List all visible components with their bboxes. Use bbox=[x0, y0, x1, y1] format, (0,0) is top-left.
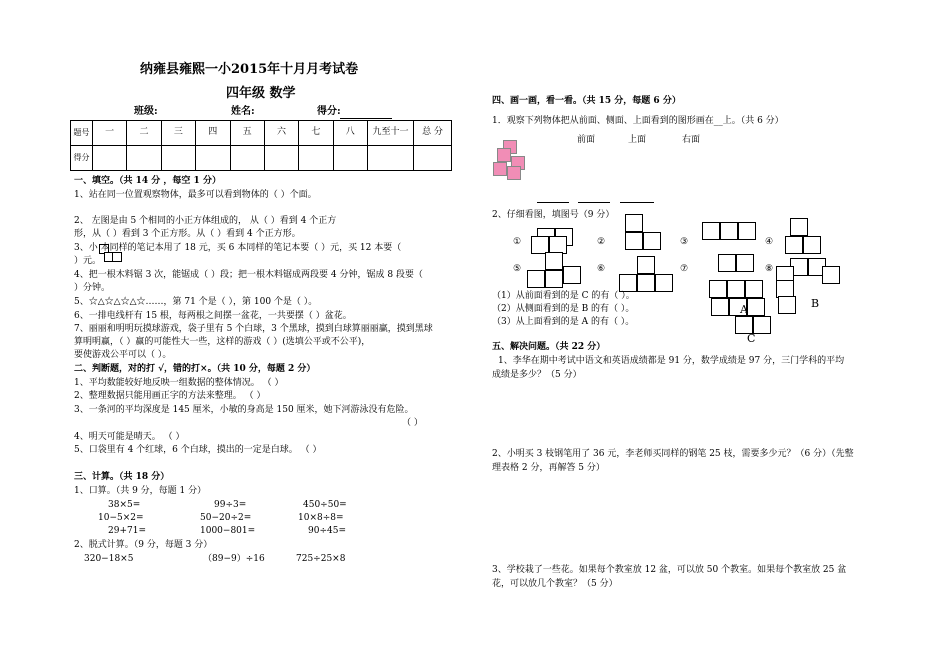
question: 5、☆△☆△☆△☆……，第 71 个是（ ），第 100 个是（ ）。 bbox=[74, 297, 318, 307]
cube-icon bbox=[709, 280, 727, 298]
figure-number: ⑤ bbox=[513, 264, 522, 274]
question: ）分钟。 bbox=[74, 283, 111, 293]
cube-icon bbox=[637, 256, 655, 274]
section-1-title: 一、填空。（共 14 分 ，每空 1 分） bbox=[74, 176, 221, 186]
score-table-col: 七 bbox=[299, 121, 333, 146]
question: 5、口袋里有 4 个红球，6 个白球，摸出的一定是白球。 （ ） bbox=[74, 445, 322, 455]
view-label: 前面 bbox=[577, 135, 596, 145]
question: 1．观察下列物体把从前面、侧面、上面看到的图形画在__上。（共 6 分） bbox=[492, 116, 784, 126]
question: 3、小 本同样的笔记本用了 18 元，买 6 本同样的笔记本要（ ）元，买 12 本要（ bbox=[74, 243, 402, 253]
written-calc: 725÷25×8 bbox=[296, 554, 346, 564]
figure-number: ⑧ bbox=[765, 264, 774, 274]
written-calc: 320−18×5 bbox=[84, 554, 134, 564]
question: 1、站在同一位置观察物体，最多可以看到物体的（ ）个面。 bbox=[74, 190, 317, 200]
question: 1、李华在期中考试中语文和英语成绩都是 91 分，数学成绩是 97 分，三门学科的平均 bbox=[498, 356, 845, 366]
oral-calc: 450÷50= bbox=[303, 500, 347, 510]
score-cell[interactable] bbox=[161, 146, 195, 171]
score-table-col: 三 bbox=[161, 121, 195, 146]
view-square-icon bbox=[747, 298, 765, 316]
question: 4、把一根木料锯 3 次，能锯成（ ）段；把一根木料锯成两段要 4 分钟，锯成 8 段要（ bbox=[74, 270, 423, 280]
subsection: 1、口算。（共 9 分，每题 1 分） bbox=[74, 486, 207, 496]
answer-blank[interactable] bbox=[578, 202, 610, 203]
exam-subtitle: 四年级 数学 bbox=[226, 86, 296, 101]
cube-icon bbox=[745, 280, 763, 298]
cube-icon bbox=[655, 274, 673, 292]
score-cell[interactable] bbox=[264, 146, 298, 171]
figure-number: ⑥ bbox=[597, 264, 606, 274]
figure-number: ④ bbox=[765, 237, 774, 247]
oral-calc: 90÷45= bbox=[308, 526, 346, 536]
cube-icon bbox=[527, 270, 545, 288]
question: 要使游戏公平可以（ ）。 bbox=[74, 350, 172, 360]
cube-icon bbox=[738, 222, 756, 240]
score-table-row-header: 得分 bbox=[71, 146, 93, 171]
score-table-col: 二 bbox=[127, 121, 161, 146]
section-2-title: 二、判断题，对的打 √，错的打×。（共 10 分，每题 2 分） bbox=[74, 364, 316, 374]
oral-calc: 38×5= bbox=[108, 500, 141, 510]
cube-icon bbox=[785, 236, 803, 254]
pink-cube-icon bbox=[507, 166, 521, 180]
oral-calc: 29+71= bbox=[108, 526, 146, 536]
section-4-title: 四、画一画，看一看。（共 15 分，每题 6 分） bbox=[492, 96, 681, 106]
question: 1、平均数能较好地反映一组数据的整体情况。 （ ） bbox=[74, 378, 284, 388]
cube-icon bbox=[545, 252, 563, 270]
section-3-title: 三、计算。（共 18 分） bbox=[74, 472, 170, 482]
question: 3、学校栽了一些花。如果每个教室放 12 盆，可以放 50 个教室。如果每个教室放 25 盆 bbox=[492, 565, 847, 575]
cube-icon bbox=[625, 214, 643, 232]
score-table-col: 六 bbox=[264, 121, 298, 146]
cube-icon bbox=[727, 280, 745, 298]
score-table-row-header: 题号 bbox=[71, 121, 93, 146]
pink-cube-icon bbox=[497, 148, 511, 162]
question: 2、小明买 3 枝钢笔用了 36 元，李老师买同样的钢笔 25 枝，需要多少元？（6 分）（先整 bbox=[492, 449, 854, 459]
cube-icon bbox=[822, 266, 840, 284]
cube-icon bbox=[619, 274, 637, 292]
score-table-col: 一 bbox=[93, 121, 127, 146]
oral-calc: 10×8÷8= bbox=[298, 513, 344, 523]
question: 算明明赢，（ ）赢的可能性大一些，这样的游戏（ ）(选填公平或不公平)， bbox=[74, 337, 371, 347]
section-5-title: 五、解决问题。（共 22 分） bbox=[492, 342, 606, 352]
answer-blank[interactable] bbox=[537, 202, 569, 203]
cube-icon bbox=[790, 218, 808, 236]
score-table-col: 八 bbox=[333, 121, 367, 146]
figure-number: ③ bbox=[680, 237, 689, 247]
view-letter: C bbox=[747, 332, 756, 345]
figure-number: ① bbox=[513, 237, 522, 247]
score-cell[interactable] bbox=[93, 146, 127, 171]
question: 6、一排电线杆有 15 根，每两根之间摆一盆花，一共要摆（ ）盆花。 bbox=[74, 311, 352, 321]
subsection: 2、脱式计算。（9 分，每题 3 分） bbox=[74, 540, 213, 550]
view-square-icon bbox=[753, 316, 771, 334]
cube-icon bbox=[643, 232, 661, 250]
oral-calc: 50−20÷2= bbox=[200, 513, 252, 523]
view-letter: A bbox=[740, 303, 748, 316]
question: （1）从前面看到的是 C 的有（ ）。 bbox=[492, 291, 635, 301]
pink-cube-icon bbox=[493, 162, 507, 176]
figure-number: ② bbox=[597, 237, 606, 247]
answer-blank[interactable] bbox=[620, 202, 654, 203]
score-table-col: 五 bbox=[230, 121, 264, 146]
score-cell[interactable] bbox=[368, 146, 414, 171]
view-square-icon bbox=[711, 298, 729, 316]
score-underline bbox=[340, 118, 392, 119]
view-label: 右面 bbox=[682, 135, 701, 145]
exam-title: 纳雍县雍熙一小2015年十月月考试卷 bbox=[140, 62, 359, 77]
question: 形，从（ ）看到 3 个正方形。从（ ）看到 4 个正方形。 bbox=[74, 229, 301, 239]
cube-icon bbox=[563, 266, 581, 284]
question: 成绩是多少？（5 分） bbox=[492, 370, 582, 380]
question: 花，可以放几个教室？（5 分） bbox=[492, 579, 618, 589]
written-calc: （89−9）÷16 bbox=[203, 554, 265, 564]
figure-number: ⑦ bbox=[680, 264, 689, 274]
oral-calc: 99÷3= bbox=[214, 500, 247, 510]
question: （2）从侧面看到的是 B 的有（ ）。 bbox=[492, 304, 635, 314]
score-cell[interactable] bbox=[333, 146, 367, 171]
score-cell[interactable] bbox=[299, 146, 333, 171]
score-label: 得分: bbox=[317, 106, 341, 117]
score-cell[interactable] bbox=[196, 146, 230, 171]
cube-icon bbox=[803, 236, 821, 254]
cube-icon bbox=[718, 254, 736, 272]
cube-icon bbox=[637, 274, 655, 292]
class-label: 班级: bbox=[134, 106, 158, 117]
question: 2、整理数据只能用画正字的方法来整理。 （ ） bbox=[74, 391, 266, 401]
score-cell[interactable] bbox=[414, 146, 452, 171]
cube-icon bbox=[778, 296, 796, 314]
score-cell[interactable] bbox=[230, 146, 264, 171]
question: （3）从上面看到的是 A 的有（ ）。 bbox=[492, 317, 635, 327]
name-label: 姓名: bbox=[231, 106, 255, 117]
score-table-col: 九至十一 bbox=[368, 121, 414, 146]
question: 理表格 2 分，再解答 5 分） bbox=[492, 463, 605, 473]
view-letter: B bbox=[811, 297, 820, 310]
view-label: 上面 bbox=[628, 135, 647, 145]
oral-calc: 10−5×2= bbox=[98, 513, 144, 523]
question: 7、丽丽和明明玩摸球游戏，袋子里有 5 个白球，3 个黑球，摸到白球算丽丽赢，摸到黑球 bbox=[74, 324, 433, 334]
question: 4、明天可能是晴天。 （ ） bbox=[74, 432, 185, 442]
question: 2、 左图是由 5 个相同的小正方体组成的， 从（ ）看到 4 个正方 bbox=[74, 216, 337, 226]
cube-icon bbox=[545, 270, 563, 288]
score-table bbox=[70, 120, 452, 171]
score-table-col: 总 分 bbox=[414, 121, 452, 146]
score-table-col: 四 bbox=[196, 121, 230, 146]
oral-calc: 1000−801= bbox=[200, 526, 256, 536]
cube-icon bbox=[720, 222, 738, 240]
question: 2、仔细看图，填图号（9 分） bbox=[492, 210, 615, 220]
question: （ ） bbox=[402, 418, 423, 428]
cube-icon bbox=[702, 222, 720, 240]
question: 3、一条河的平均深度是 145 厘米，小敏的身高是 150 厘米，她下河游泳没有危险。 bbox=[74, 405, 414, 415]
question: ）元。 bbox=[74, 256, 102, 266]
score-cell[interactable] bbox=[127, 146, 161, 171]
cube-icon bbox=[625, 232, 643, 250]
cube-icon bbox=[736, 254, 754, 272]
